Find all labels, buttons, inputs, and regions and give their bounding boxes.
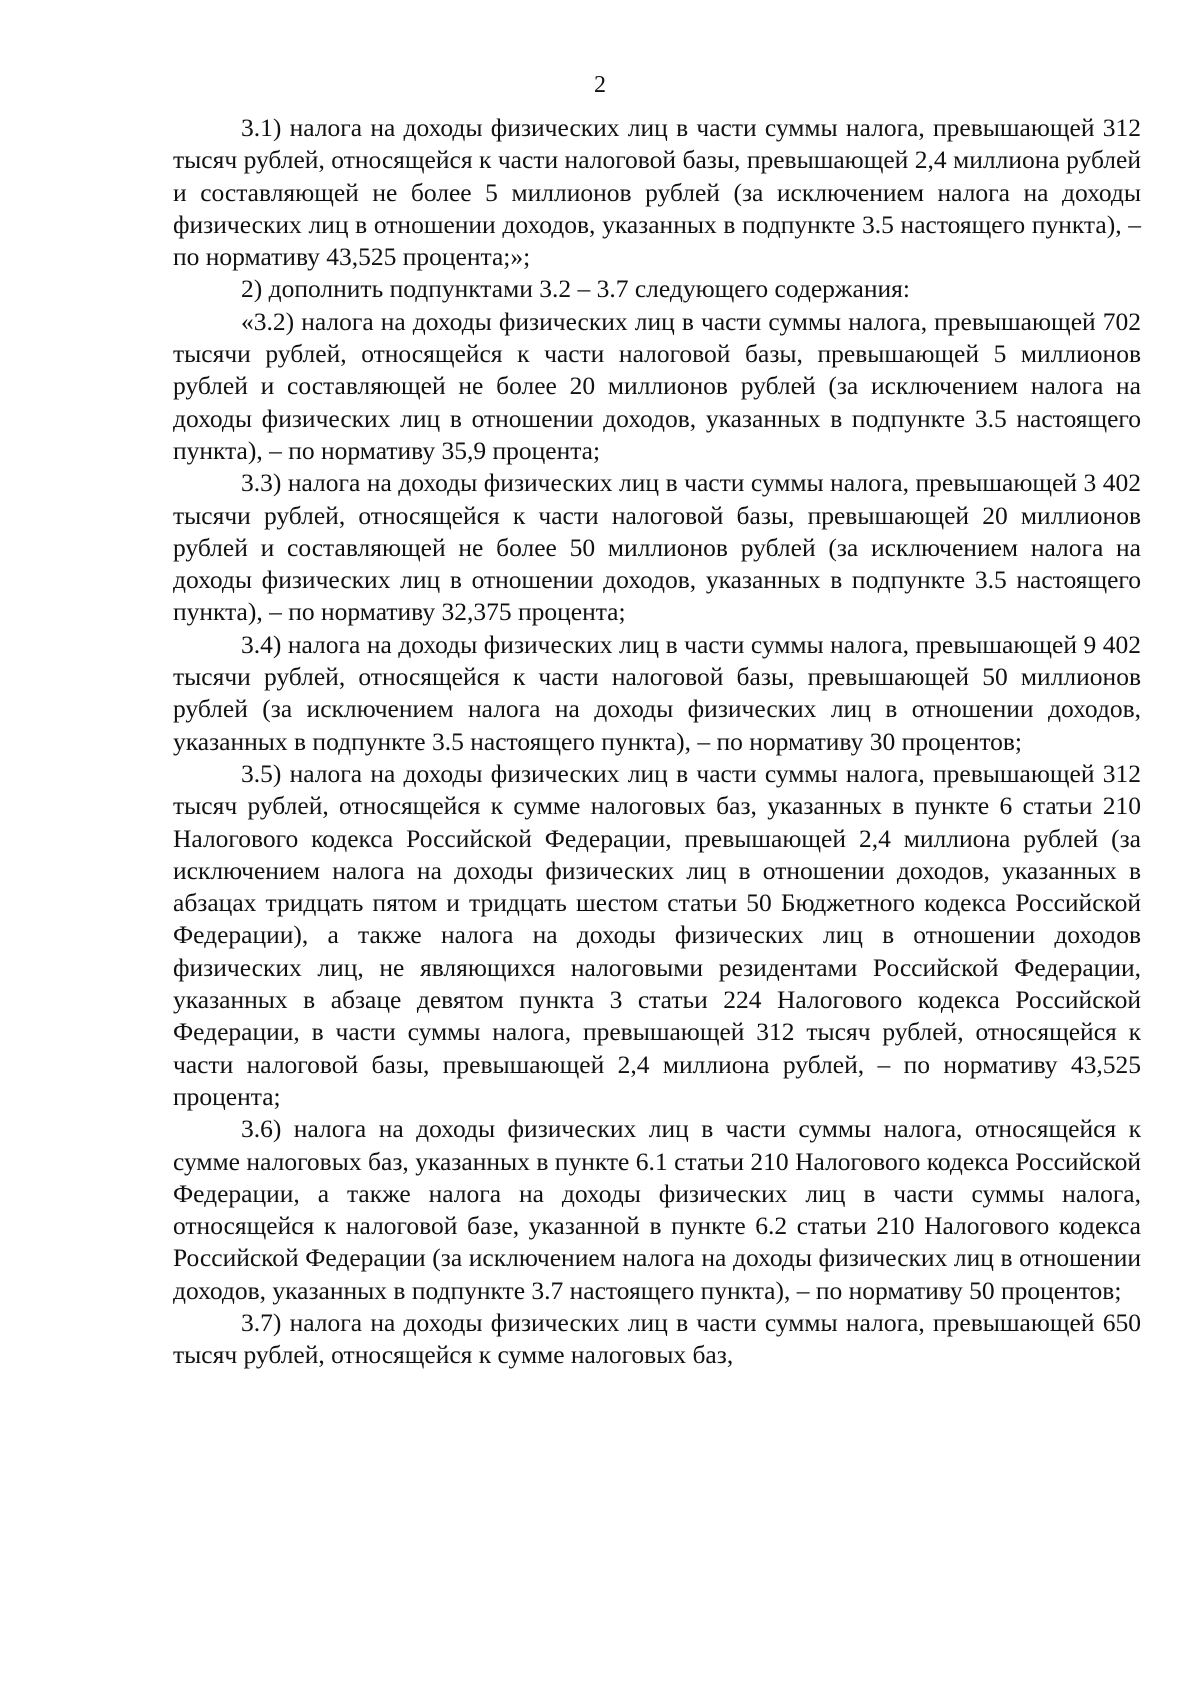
paragraph-3-1: 3.1) налога на доходы физических лиц в части суммы налога, превышающей 312 тысяч рублей, относящейся к части налоговой базы, превышающей 2,4 миллиона рублей и составляющей не более 5 миллионов рублей (за исключением налога на доходы физических лиц в отношении доходов, указанных в подпункте 3.5 настоящего пункта), – по нормативу 43,525 процента;»;: [173, 113, 1141, 272]
paragraph-3-6: 3.6) налога на доходы физических лиц в части суммы налога, относящейся к сумме налоговых баз, указанных в пункте 6.1 статьи 210 Налогового кодекса Российской Федерации, а также налога на доходы физических лиц в части суммы налога, относящейся к налоговой базе, указанной в пункте 6.2 статьи 210 Налогового кодекса Российской Федерации (за исключением налога на доходы физических лиц в отношении доходов, указанных в подпункте 3.7 настоящего пункта), – по нормативу 50 процентов;: [173, 1114, 1141, 1305]
page-number: 2: [594, 72, 606, 98]
paragraph-3-3: 3.3) налога на доходы физических лиц в части суммы налога, превышающей 3 402 тысячи рублей, относящейся к части налоговой базы, превышающей 20 миллионов рублей и составляющей не более 50 миллионов рублей (за исключением налога на доходы физических лиц в отношении доходов, указанных в подпункте 3.5 настоящего пункта), – по нормативу 32,375 процента;: [173, 468, 1141, 627]
paragraph-amendment-2: 2) дополнить подпунктами 3.2 – 3.7 следующего содержания:: [241, 274, 910, 304]
paragraph-3-4: 3.4) налога на доходы физических лиц в части суммы налога, превышающей 9 402 тысячи рублей, относящейся к части налоговой базы, превышающей 50 миллионов рублей (за исключением налога на доходы физических лиц в отношении доходов, указанных в подпункте 3.5 настоящего пункта), – по нормативу 30 процентов;: [173, 629, 1141, 756]
paragraph-3-7: 3.7) налога на доходы физических лиц в части суммы налога, превышающей 650 тысяч рублей, относящейся к сумме налоговых баз,: [173, 1307, 1141, 1370]
document-body: [173, 112, 1141, 1372]
paragraph-3-5: 3.5) налога на доходы физических лиц в части суммы налога, превышающей 312 тысяч рублей, относящейся к сумме налоговых баз, указанных в пункте 6 статьи 210 Налогового кодекса Российской Федерации, превышающей 2,4 миллиона рублей (за исключением налога на доходы физических лиц в отношении доходов, указанных в абзацах тридцать пятом и тридцать шестом статьи 50 Бюджетного кодекса Российской Федерации), а также налога на доходы физических лиц в отношении доходов физических лиц, не являющихся налоговыми резидентами Российской Федерации, указанных в абзаце девятом пункта 3 статьи 224 Налогового кодекса Российской Федерации, в части суммы налога, превышающей 312 тысяч рублей, относящейся к части налоговой базы, превышающей 2,4 миллиона рублей, – по нормативу 43,525 процента;: [173, 758, 1141, 1111]
paragraph-3-2: «3.2) налога на доходы физических лиц в части суммы налога, превышающей 702 тысячи рублей, относящейся к части налоговой базы, превышающей 5 миллионов рублей и составляющей не более 20 миллионов рублей (за исключением налога на доходы физических лиц в отношении доходов, указанных в подпункте 3.5 настоящего пункта), – по нормативу 35,9 процента;: [173, 306, 1141, 465]
